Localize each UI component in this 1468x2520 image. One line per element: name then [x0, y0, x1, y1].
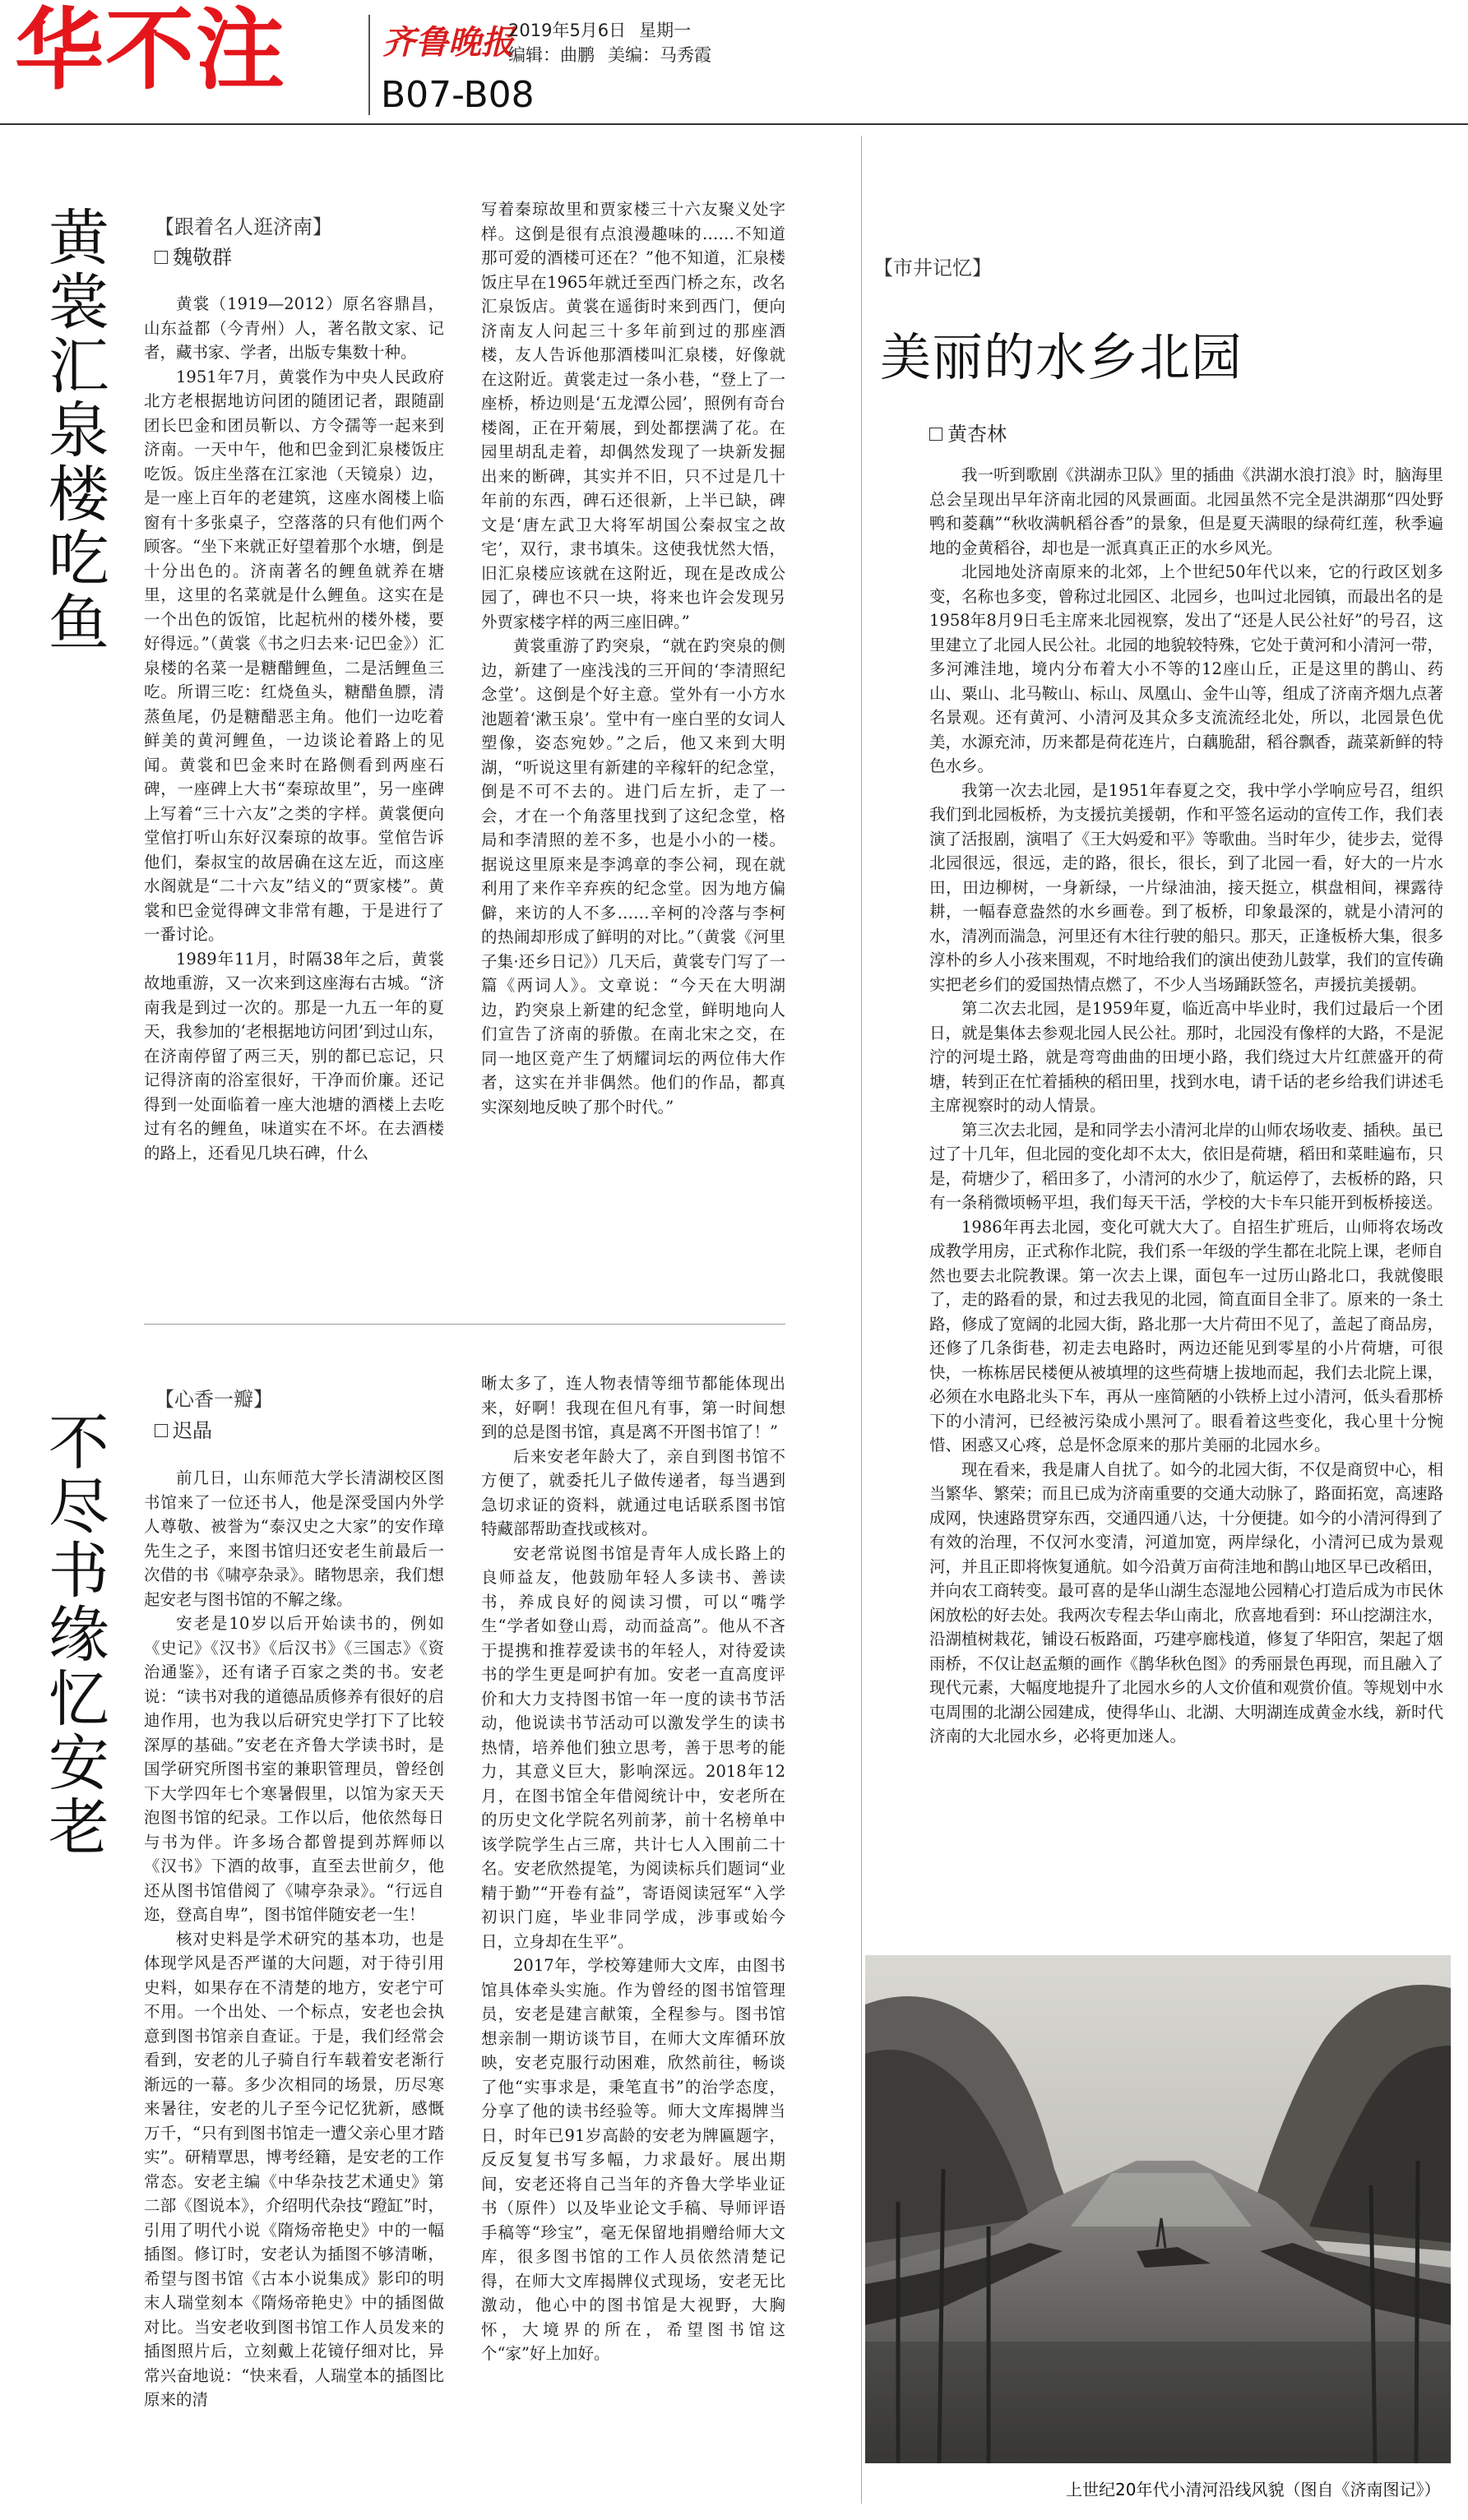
article3-paragraph: 我第一次去北园，是1951年春夏之交，我中学小学响应号召，组织我们到北园板桥，为支援抗美援朝，作和平签名运动的宣传工作，我们表演了活报剧，演唱了《王大妈爱和平》等歌曲。当时年少，徒步去，觉得北园很远，很远，走的路，很长，很长，到了北园一看，好大的一片水田，田边柳树，一身新绿，一片绿油油，接天挺立，棋盘相间，裸露待耕，一幅春意盎然的水乡画卷。到了板桥，印象最深的，就是小清河的水，清冽而湍急，河里还有木往行驶的船只。那天，正逢板桥大集，很多淳朴的乡人小孩来围观，不时地给我们的演出使劲儿鼓掌，我们的宣传确实把老乡们的爱国热情点燃了，不少人当场踊跃签名，声援抗美援朝。: [929, 780, 1443, 994]
article1-column-label: 【跟着名人逛济南】: [155, 215, 332, 238]
issue-weekday: 星期一: [639, 21, 692, 40]
article1-column-1: [144, 292, 444, 1165]
byline-box-icon: [155, 1424, 168, 1437]
article3-body: [929, 463, 1443, 1749]
article1-author: 魏敬群: [173, 246, 232, 269]
article1-paragraph: 写着秦琼故里和贾家楼三十六友聚义处字样。这倒是很有点浪漫趣味的……不知道那可爱的酒楼可还在？”他不知道，汇泉楼饭庄早在1965年就迁至西门桥之东，改名汇泉饭店。黄裳在遥街时来到西门，便向济南友人问起三十多年前到过的那座酒楼，友人告诉他那酒楼叫汇泉楼，好像就在这附近。黄裳走过一条小巷，“登上了一座桥，桥边则是‘五龙潭公园’，照例有奇台楼阁，正在开菊展，到处都摆满了花。在园里胡乱走着，却偶然发现了一块新发掘出来的断碑，其实并不旧，只不过是几十年前的东西，碑石还很新，上半已缺，碑文是‘唐左武卫大将军胡国公秦叔宝之故宅’，双行，隶书填朱。这使我忧然大悟，旧汇泉楼应该就在这附近，现在是改成公园了，碑也不只一块，将来也许会发现另外贾家楼字样的两三座旧碑。”: [481, 200, 785, 631]
byline-box-icon: [155, 251, 168, 264]
article2-paragraph: 安老是10岁以后开始读书的，例如《史记》《汉书》《后汉书》《三国志》《资治通鉴》，还有诸子百家之类的书。安老说：“读书对我的道德品质修养有很好的启迪作用，也为我以后研究史学打下了比较深厚的基础。”安老在齐鲁大学读书时，是国学研究所图书室的兼职管理员，曾经创下大学四年七个寒暑假里，以馆为家天天泡图书馆的纪录。工作以后，他依然每日与书为伴。许多场合都曾提到苏辉师以《汉书》下酒的故事，直至去世前夕，他还从图书馆借阅了《啸亭杂录》。“行远自迩，登高自卑”，图书馆伴随安老一生！: [144, 1614, 444, 1924]
river-scene-illustration: [865, 1955, 1451, 2463]
editor-credit: 编辑：曲鹏: [508, 45, 595, 66]
section-title: 华不注: [15, 0, 287, 102]
article2-title: 不尽书缘忆安老: [38, 1410, 109, 1859]
masthead-rule: [0, 123, 1468, 125]
designer-credit: 美编：马秀霞: [608, 45, 711, 66]
article3-byline: [929, 418, 1007, 446]
masthead-divider: [368, 15, 370, 115]
article1-paragraph: 1951年7月，黄裳作为中央人民政府北方老根据地访问团的随团记者，跟随副团长巴金和团员靳以、方令孺等一起来到济南。一天中午，他和巴金到汇泉楼饭庄吃饭。饭庄坐落在江家池（天镜泉）边，是一座上百年的老建筑，这座水阁楼上临窗有十多张桌子，空落落的只有他们两个顾客。“坐下来就正好望着那个水塘，倒是十分出色的。济南著名的鲤鱼就养在塘里，这里的名菜就是什么鲤鱼。这实在是一个出色的饭馆，比起杭州的楼外楼，要好得远。”（黄裳《书之归去来·记巴金》）汇泉楼的名菜一是糖醋鲤鱼，二是活鲤鱼三吃。所谓三吃：红烧鱼头，糖醋鱼膘，清蒸鱼尾，仍是糖醋恶主角。他们一边吃着鲜美的黄河鲤鱼，一边谈论着路上的见闻。黄裳和巴金来时在路侧看到两座石碑，一座碑上大书“秦琼故里”，另一座碑上写着“三十六友”之类的字样。黄裳便向堂倌打听山东好汉秦琼的故事。堂倌告诉他们，秦叔宝的故居确在这左近，而这座水阁就是“二十六友”结义的“贾家楼”。黄裳和巴金觉得碑文非常有趣，于是进行了一番讨论。: [144, 367, 444, 944]
photo-caption: 上世纪20年代小清河沿线风貌（图自《济南图记》）: [1066, 2480, 1441, 2499]
newspaper-logo: 齐鲁晚报: [382, 23, 514, 62]
article3-author: 黄杏林: [947, 423, 1007, 446]
article3-paragraph: 我一听到歌剧《洪湖赤卫队》里的插曲《洪湖水浪打浪》时，脑海里总会呈现出早年济南北园的风景画面。北园虽然不完全是洪湖那“四处野鸭和菱藕”“秋收满帆稻谷香”的景象，但是夏天满眼的绿荷红莲，秋季遍地的金黄稻谷，却也是一派真真正正的水乡风光。: [929, 465, 1443, 557]
article3-paragraph: 第三次去北园，是和同学去小清河北岸的山师农场收麦、插秧。虽已过了十几年，但北园的变化却不太大，依旧是荷塘，稻田和菜畦遍布，只是，荷塘少了，稻田多了，小清河的水少了，航运停了，去板桥的路，只有一条稍微顷畅平坦，我们每天干活，学校的大卡车只能开到板桥接送。: [929, 1120, 1443, 1212]
article2-paragraph: 2017年，学校筹建师大文库，由图书馆具体牵头实施。作为曾经的图书馆管理员，安老是建言献策，全程参与。图书馆想亲制一期访谈节目，在师大文库循环放映，安老克服行动困难，欣然前往，畅谈了他“实事求是，秉笔直书”的治学态度，分享了他的读书经验等。师大文库揭牌当日，时年已91岁高龄的安老为牌匾题字，反反复复书写多幅，力求最好。展出期间，安老还将自己当年的齐鲁大学毕业证书（原件）以及毕业论文手稿、导师评语手稿等“珍宝”，毫无保留地捐赠给师大文库，很多图书馆的工作人员依然清楚记得，在师大文库揭牌仪式现场，安老无比激动，他心中的图书馆是大视野，大胸怀，大境界的所在，希望图书馆这个“家”好上加好。: [481, 1956, 785, 2363]
article1-title: 黄裳汇泉楼吃鱼: [38, 206, 109, 654]
article2-paragraph: 核对史料是学术研究的基本功，也是体现学风是否严谨的大问题，对于待引用史料，如果存在不清楚的地方，安老宁可不用。一个出处、一个标点，安老也会执意到图书馆亲自查证。于是，我们经常会看到，安老的儿子骑自行车载着安老渐行渐远的一幕。多少次相同的场景，历尽寒来暑往，安老的儿子至今记忆犹新，感慨万千，“只有到图书馆走一遭父亲心里才踏实”。研精覃思，博考经籍，是安老的工作常态。安老主编《中华杂技艺术通史》第二部《图说本》，介绍明代杂技“蹬缸”时，引用了明代小说《隋炀帝艳史》中的一幅插图。修订时，安老认为插图不够清晰，希望与图书馆《古本小说集成》影印的明末人瑞堂刻本《隋炀帝艳史》中的插图做对比。当安老收到图书馆工作人员发来的插图照片后，立刻戴上花镜仔细对比，异常兴奋地说：“快来看，人瑞堂本的插图比原来的清: [144, 1929, 444, 2409]
article3-paragraph: 1986年再去北园，变化可就大大了。自招生扩班后，山师将农场改成教学用房，正式称作北院，我们系一年级的学生都在北院上课，老师自然也要去北院教课。第一次去上课，面包车一过历山路北口，我就傻眼了，走的路看的景，和过去我见的北园，简直面目全非了。原来的一条土路，修成了宽阔的北园大街，路北那一大片荷田不见了，盖起了商品房，还修了几条街巷，初走去电路时，两边还能见到零星的小片荷塘，可很快，一栋栋居民楼便从被填埋的这些荷塘上拔地而起，我们去北院上课，必须在水电路北头下车，再从一座简陋的小铁桥上过小清河，低头看那桥下的小清河，已经被污染成小黑河了。眼看着这些变化，我心里十分惋惜、困惑又心疼，总是怀念原来的那片美丽的北园水乡。: [929, 1217, 1443, 1454]
article2-paragraph: 后来安老年龄大了，亲自到图书馆不方便了，就委托儿子做传递者，每当遇到急切求证的资料，就通过电话联系图书馆特藏部帮助查找或核对。: [481, 1446, 785, 1538]
article2-author: 迟晶: [173, 1419, 212, 1442]
article1-paragraph: 黄裳（1919—2012）原名容鼎昌，山东益都（今青州）人，著名散文家、记者，藏书家、学者，出版专集数十种。: [144, 294, 444, 362]
article2-paragraph: 前几日，山东师范大学长清湖校区图书馆来了一位还书人，他是深受国内外学人尊敬、被誉为“泰汉史之大家”的安作璋先生之子，来图书馆归还安老生前最后一次借的书《啸亭杂录》。睹物思亲，我们想起安老与图书馆的不解之缘。: [144, 1468, 444, 1609]
article3-paragraph: 北园地处济南原来的北郊，上个世纪50年代以来，它的行政区划多变，名称也多变，曾称过北园区、北园乡，也叫过北园镇，而最出名的是1958年8月9日毛主席来北园视察，发出了“还是人民公社好”的号召，这里建立了北园人民公社。北园的地貌较特殊，它处于黄河和小清河一带，多河滩洼地，境内分布着大小不等的12座山丘，正是这里的鹊山、药山、粟山、北马鞍山、标山、凤凰山、金牛山等，组成了济南齐烟九点著名景观。还有黄河、小清河及其众多支流流经北处，所以，北园景色优美，水源充沛，历来都是荷花连片，白藕脆甜，稻谷飘香，蔬菜新鲜的特色水乡。: [929, 562, 1443, 775]
historic-photo: [865, 1955, 1451, 2463]
section-divider: [144, 1324, 785, 1325]
article2-byline: [155, 1414, 212, 1443]
article3-column-label: 【市井记忆】: [873, 257, 992, 280]
article3-title: 美丽的水乡北园: [880, 327, 1243, 387]
article2-column-2: [481, 1371, 785, 2366]
article2-column-1: [144, 1466, 444, 2412]
article3-paragraph: 第二次去北园，是1959年夏，临近高中毕业时，我们过最后一个团日，就是集体去参观北园人民公社。那时，北园没有像样的大路，不是泥泞的河堤土路，就是弯弯曲曲的田埂小路，我们绕过大片红蔗盛开的荷塘，转到正在忙着插秧的稻田里，找到水电，请千话的老乡给我们讲述毛主席视察时的动人情景。: [929, 999, 1443, 1115]
column-divider: [861, 136, 862, 2504]
byline-box-icon: [929, 428, 942, 441]
article2-column-label: 【心香一瓣】: [155, 1388, 273, 1411]
article1-byline: [155, 241, 232, 270]
article3-paragraph: 现在看来，我是庸人自扰了。如今的北园大街，不仅是商贸中心，相当繁华、繁荣；而且已成为济南重要的交通大动脉了，路面拓宽，高速路成网，快速路贯穿东西，交通四通八达，十分便捷。如今的小清河得到了有效的治理，不仅河水变清，河道加宽，两岸绿化，小清河已成为景观河，并且正即将恢复通航。如今沿黄万亩荷洼地和鹊山地区早已改稻田，并向农工商转变。最可喜的是华山湖生态湿地公园精心打造后成为市民休闲放松的好去处。我两次专程去华山南北，欣喜地看到：环山挖湖注水，沿湖植树栽花，铺设石板路面，巧建亭廊栈道，修复了华阳宫，架起了烟雨桥，不仅让赵孟頫的画作《鹊华秋色图》的秀丽景色再现，而且融入了现代元素，大幅度地提升了北园水乡的人文价值和观赏价值。等规划中水屯周围的北湖公园建成，使得华山、北湖、大明湖连成黄金水线，新时代济南的大北园水乡，必将更加迷人。: [929, 1459, 1443, 1746]
page-numbers: B07-B08: [381, 74, 535, 116]
article1-paragraph: 黄裳重游了趵突泉，“就在趵突泉的侧边，新建了一座浅浅的三开间的‘李清照纪念堂’。这倒是个好主意。堂外有一小方水池题着‘漱玉泉’。堂中有一座白垩的女词人塑像，姿态宛妙。”之后，他又来到大明湖，“听说这里有新建的辛稼轩的纪念堂，倒是不可不去的。进门后左折，走了一会，才在一个角落里找到了这纪念堂，格局和李清照的差不多，也是小小的一楼。据说这里原来是李鸿章的李公祠，现在就利用了来作辛弃疾的纪念堂。因为地方偏僻，来访的人不多……辛柯的冷落与李柯的热闹却形成了鲜明的对比。”（黄裳《河里子集·还乡日记》）几天后，黄裳专门写了一篇《两词人》。文章说：“今天在大明湖边，趵突泉上新建的纪念堂，鲜明地向人们宣告了济南的骄傲。在南北宋之交，在同一地区竟产生了炳耀词坛的两位伟大作者，这实在并非偶然。他们的作品，都真实深刻地反映了那个时代。”: [481, 636, 785, 1117]
issue-info: [508, 18, 725, 68]
article2-paragraph: 安老常说图书馆是青年人成长路上的良师益友，他鼓励年轻人多读书、善读书，养成良好的阅读习惯，可以“嘴学生“学者如登山焉，动而益高”。他从不吝于提携和推荐爱读书的年轻人，对待爱读书的学生更是呵护有加。安老一直高度评价和大力支持图书馆一年一度的读书节活动，他说读书节活动可以激发学生的读书热情，培养他们独立思考，善于思考的能力，其意义巨大，影响深远。2018年12月，在图书馆全年借阅统计中，安老所在的历史文化学院名列前茅，前十名榜单中该学院学生占三席，共计七人入围前二十名。安老欣然提笔，为阅读标兵们题词“业精于勤”“开卷有益”，寄语阅读冠军“入学初识门庭，毕业非同学成，涉事或始今日，立身却在生平”。: [481, 1543, 785, 1951]
issue-date: 2019年5月6日: [508, 21, 627, 40]
article2-paragraph: 晰太多了，连人物表情等细节都能体现出来，好啊！我现在但凡有事，第一时间想到的总是图书馆，真是离不开图书馆了！”: [481, 1374, 785, 1441]
article1-paragraph: 1989年11月，时隔38年之后，黄裳故地重游，又一次来到这座海右古城。“济南我是到过一次的。那是一九五一年的夏天，我参加的‘老根据地访问团’到过山东，在济南停留了两三天，别的都已忘记，只记得济南的浴室很好，干净而价廉。还记得到一处面临着一座大池塘的酒楼上去吃过有名的鲤鱼，味道实在不坏。在去酒楼的路上，还看见几块石碑，什么: [144, 949, 444, 1163]
article1-column-2: [481, 197, 785, 1119]
